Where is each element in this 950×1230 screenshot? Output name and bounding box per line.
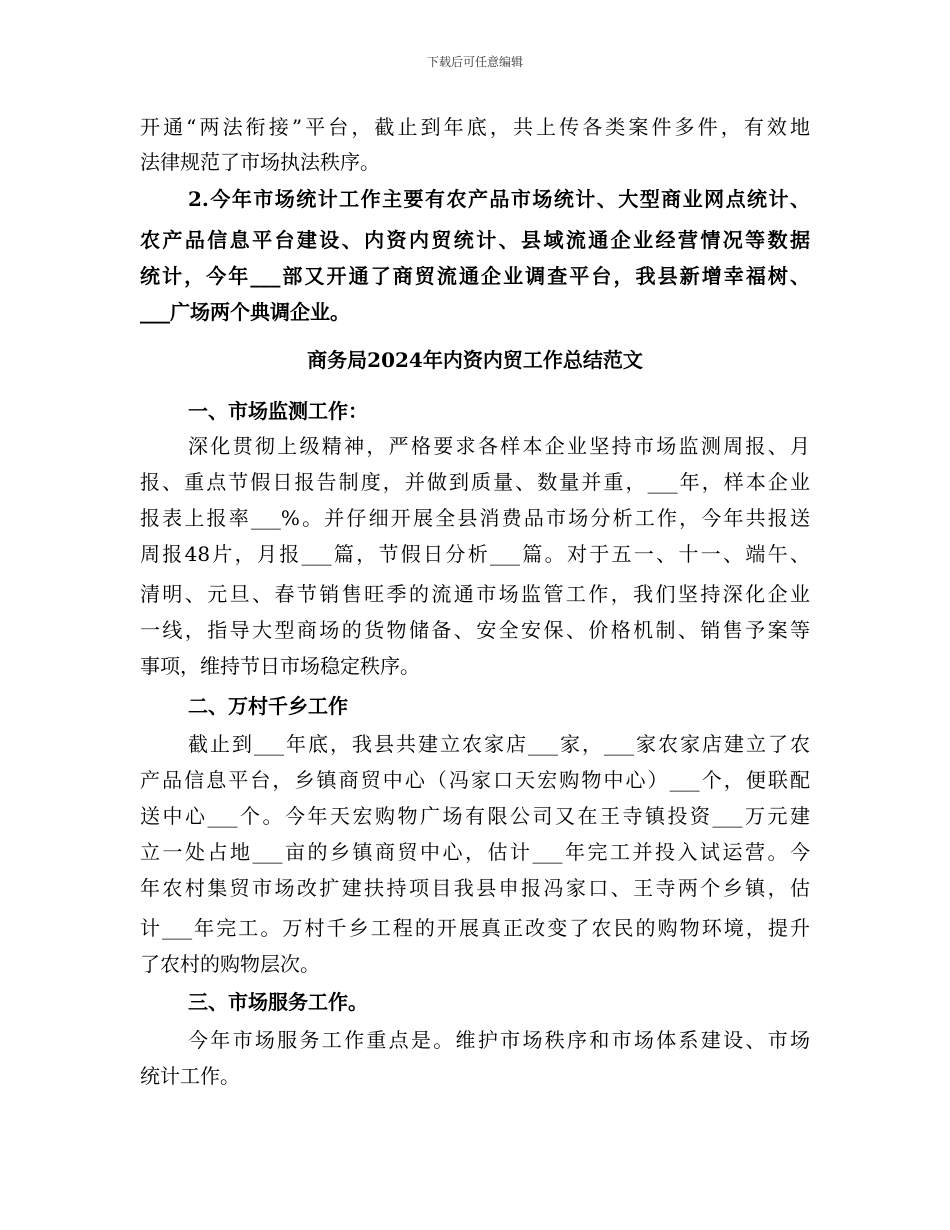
- text-line: 事项，维持节日市场稳定秩序。: [140, 654, 420, 678]
- text-line: 农产品信息平台建设、内资内贸统计、县域流通企业经营情况等数据: [140, 228, 810, 252]
- text-line: 了农村的购物层次。: [140, 952, 320, 976]
- text-line: 清明、元旦、春节销售旺季的流通市场监管工作，我们坚持深化企业: [140, 582, 810, 606]
- text-line: 周报48片，月报___篇，节假日分析___篇。对于五一、十一、端午、: [140, 542, 810, 566]
- text-line: 法律规范了市场执法秩序。: [140, 150, 380, 174]
- text-line: 立一处占地___亩的乡镇商贸中心，估计___年完工并投入试运营。今: [140, 840, 810, 864]
- text-line: 统计，今年___部又开通了商贸流通企业调查平台，我县新增幸福树、: [140, 264, 810, 288]
- text-line: 报表上报率___%。并仔细开展全县消费品市场分析工作，今年共报送: [140, 506, 810, 530]
- section-heading: 一、市场监测工作：: [188, 399, 368, 423]
- text-line: 年农村集贸市场改扩建扶持项目我县申报冯家口、王寺两个乡镇，估: [140, 876, 810, 900]
- text-line: 送中心___个。今年天宏购物广场有限公司又在王寺镇投资___万元建: [140, 804, 810, 828]
- document-title: 商务局2024年内资内贸工作总结范文: [307, 348, 643, 372]
- text-line: 今年市场服务工作重点是。维护市场秩序和市场体系建设、市场: [188, 1028, 810, 1052]
- text-line: 2.今年市场统计工作主要有农产品市场统计、大型商业网点统计、: [188, 187, 810, 211]
- section-heading: 三、市场服务工作。: [188, 990, 368, 1014]
- page-header-note: 下载后可任意编辑: [426, 55, 523, 69]
- text-line: 统计工作。: [140, 1064, 240, 1088]
- text-line: 报、重点节假日报告制度，并做到质量、数量并重，___年，样本企业: [140, 470, 810, 494]
- text-line: 深化贯彻上级精神，严格要求各样本企业坚持市场监测周报、月: [188, 434, 810, 458]
- text-line: 截止到___年底，我县共建立农家店___家，___家农家店建立了农: [188, 732, 810, 756]
- text-line: 产品信息平台，乡镇商贸中心（冯家口天宏购物中心）___个，便联配: [140, 768, 810, 792]
- section-heading: 二、万村千乡工作: [188, 694, 348, 718]
- text-line: 开通“两法衔接”平台，截止到年底，共上传各类案件多件，有效地: [140, 115, 810, 139]
- text-line: ___广场两个典调企业。: [140, 300, 350, 324]
- text-line: 计___年完工。万村千乡工程的开展真正改变了农民的购物环境，提升: [140, 916, 810, 940]
- text-line: 一线，指导大型商场的货物储备、安全安保、价格机制、销售予案等: [140, 618, 810, 642]
